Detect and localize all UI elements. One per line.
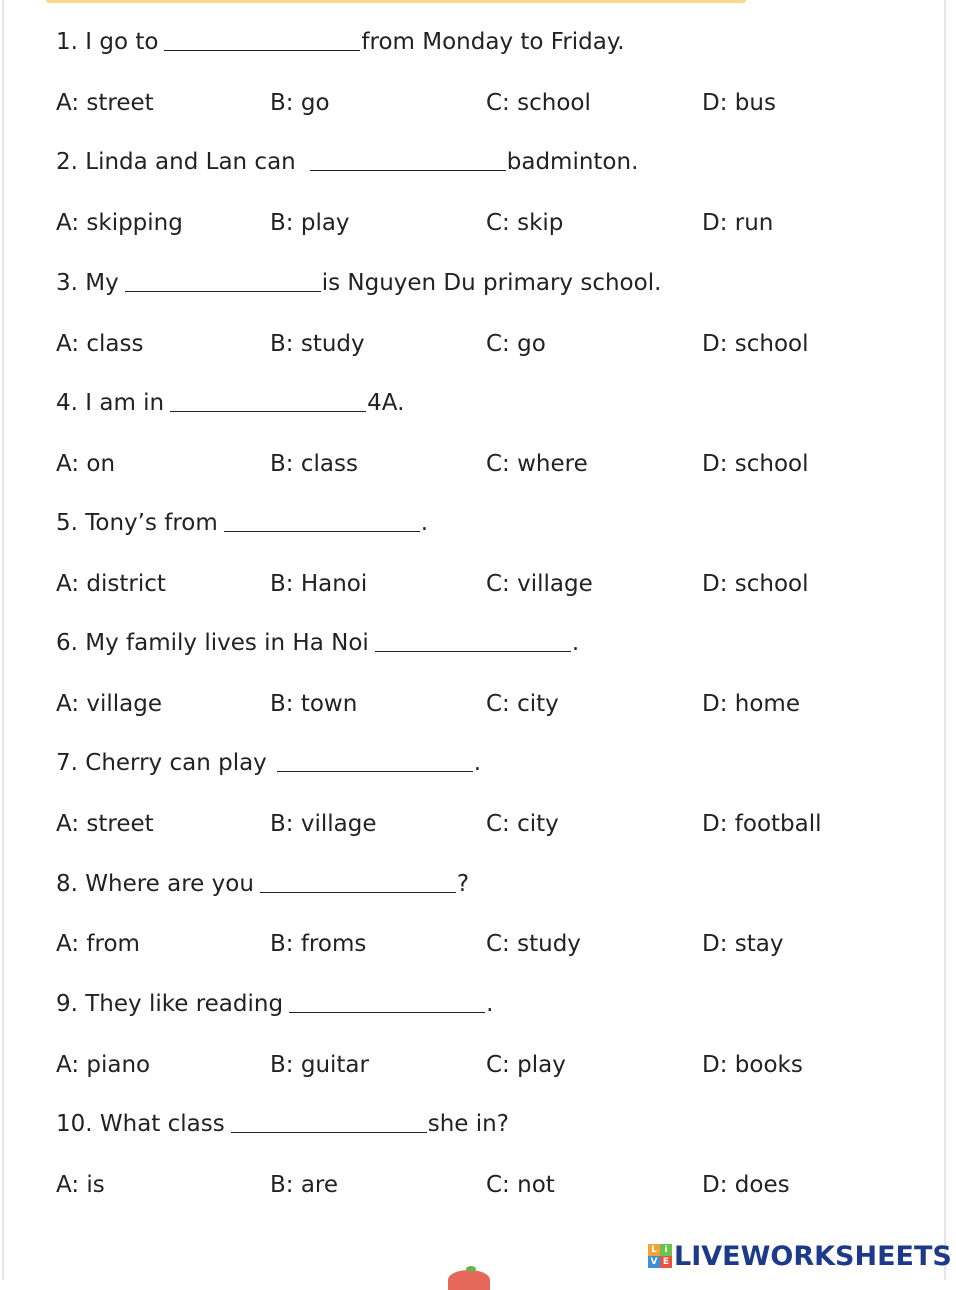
option-d[interactable]: D: school: [702, 571, 809, 597]
question-text-after: ?: [456, 871, 470, 897]
option-c[interactable]: C: where: [486, 451, 588, 477]
option-c[interactable]: C: city: [486, 811, 559, 837]
answer-blank[interactable]: [170, 411, 366, 413]
question-4: [56, 388, 404, 418]
question-text-before: 3. My: [56, 270, 119, 296]
options-row-8: [56, 929, 916, 959]
apple-leaf-icon: [466, 1266, 476, 1272]
question-text-after: .: [473, 750, 482, 776]
option-d[interactable]: D: school: [702, 451, 809, 477]
options-row-7: [56, 809, 916, 839]
answer-blank[interactable]: [289, 1012, 485, 1014]
question-5: [56, 508, 428, 538]
option-b[interactable]: B: go: [270, 90, 330, 116]
option-b[interactable]: B: village: [270, 811, 377, 837]
question-9: [56, 989, 493, 1019]
option-a[interactable]: A: skipping: [56, 210, 183, 236]
question-text-after: from Monday to Friday.: [361, 29, 625, 55]
option-a[interactable]: A: district: [56, 571, 166, 597]
question-8: [56, 869, 469, 899]
option-a[interactable]: A: village: [56, 691, 163, 717]
option-a[interactable]: A: piano: [56, 1052, 151, 1078]
answer-blank[interactable]: [277, 771, 473, 773]
option-c[interactable]: C: skip: [486, 210, 564, 236]
top-accent-bar: [46, 0, 746, 3]
option-a[interactable]: A: on: [56, 451, 116, 477]
option-b[interactable]: B: guitar: [270, 1052, 369, 1078]
option-c[interactable]: C: play: [486, 1052, 566, 1078]
option-d[interactable]: D: books: [702, 1052, 803, 1078]
options-row-1: [56, 88, 916, 118]
option-a[interactable]: A: class: [56, 331, 144, 357]
question-3: [56, 268, 661, 298]
question-text-before: 10. What class: [56, 1111, 225, 1137]
answer-blank[interactable]: [260, 892, 456, 894]
option-d[interactable]: D: football: [702, 811, 822, 837]
question-text-after: 4A.: [367, 390, 405, 416]
answer-blank[interactable]: [231, 1132, 427, 1134]
answer-blank[interactable]: [224, 531, 420, 533]
brand-name: LIVEWORKSHEETS: [674, 1240, 952, 1272]
answer-blank[interactable]: [310, 170, 506, 172]
option-a[interactable]: A: street: [56, 811, 154, 837]
answer-blank[interactable]: [164, 50, 360, 52]
question-text-after: is Nguyen Du primary school.: [321, 270, 662, 296]
question-text-after: .: [486, 991, 494, 1017]
options-row-5: [56, 569, 916, 599]
options-row-10: [56, 1170, 916, 1200]
option-b[interactable]: B: play: [270, 210, 350, 236]
option-b[interactable]: B: Hanoi: [270, 571, 368, 597]
option-b[interactable]: B: town: [270, 691, 358, 717]
question-7: [56, 748, 481, 778]
option-a[interactable]: A: from: [56, 931, 140, 957]
logo-letter-l: L: [648, 1244, 660, 1256]
liveworksheets-brand[interactable]: [648, 1240, 952, 1272]
option-d[interactable]: D: run: [702, 210, 774, 236]
answer-blank[interactable]: [375, 651, 571, 653]
question-6: [56, 628, 579, 658]
question-text-before: 1. I go to: [56, 29, 159, 55]
question-text-after: .: [420, 510, 429, 536]
option-d[interactable]: D: school: [702, 331, 809, 357]
option-d[interactable]: D: bus: [702, 90, 776, 116]
options-row-2: [56, 208, 916, 238]
question-text-before: 2. Linda and Lan can: [56, 149, 296, 175]
option-c[interactable]: C: go: [486, 331, 546, 357]
apple-icon: [448, 1270, 490, 1290]
option-d[interactable]: D: home: [702, 691, 800, 717]
question-text-after: she in?: [427, 1111, 509, 1137]
question-text-before: 6. My family lives in Ha Noi: [56, 630, 369, 656]
option-d[interactable]: D: does: [702, 1172, 790, 1198]
logo-letter-i: i: [660, 1244, 672, 1256]
option-c[interactable]: C: village: [486, 571, 593, 597]
question-text-after: badminton.: [506, 149, 639, 175]
options-row-9: [56, 1050, 916, 1080]
option-c[interactable]: C: city: [486, 691, 559, 717]
option-b[interactable]: B: are: [270, 1172, 339, 1198]
logo-letter-e: E: [660, 1256, 672, 1268]
option-d[interactable]: D: stay: [702, 931, 784, 957]
option-b[interactable]: B: class: [270, 451, 358, 477]
options-row-3: [56, 329, 916, 359]
options-row-6: [56, 689, 916, 719]
question-text-before: 9. They like reading: [56, 991, 284, 1017]
question-1: [56, 27, 625, 57]
question-text-before: 8. Where are you: [56, 871, 254, 897]
logo-letter-v: V: [648, 1256, 660, 1268]
answer-blank[interactable]: [125, 291, 321, 293]
option-b[interactable]: B: froms: [270, 931, 367, 957]
question-text-before: 7. Cherry can play: [56, 750, 267, 776]
question-text-before: 4. I am in: [56, 390, 165, 416]
question-text-after: .: [571, 630, 580, 656]
option-c[interactable]: C: not: [486, 1172, 555, 1198]
option-c[interactable]: C: school: [486, 90, 591, 116]
options-row-4: [56, 449, 916, 479]
liveworksheets-logo-icon: [648, 1244, 672, 1268]
question-10: [56, 1109, 509, 1139]
option-a[interactable]: A: is: [56, 1172, 105, 1198]
question-text-before: 5. Tony’s from: [56, 510, 218, 536]
option-a[interactable]: A: street: [56, 90, 154, 116]
question-2: [56, 147, 638, 177]
option-c[interactable]: C: study: [486, 931, 581, 957]
option-b[interactable]: B: study: [270, 331, 365, 357]
